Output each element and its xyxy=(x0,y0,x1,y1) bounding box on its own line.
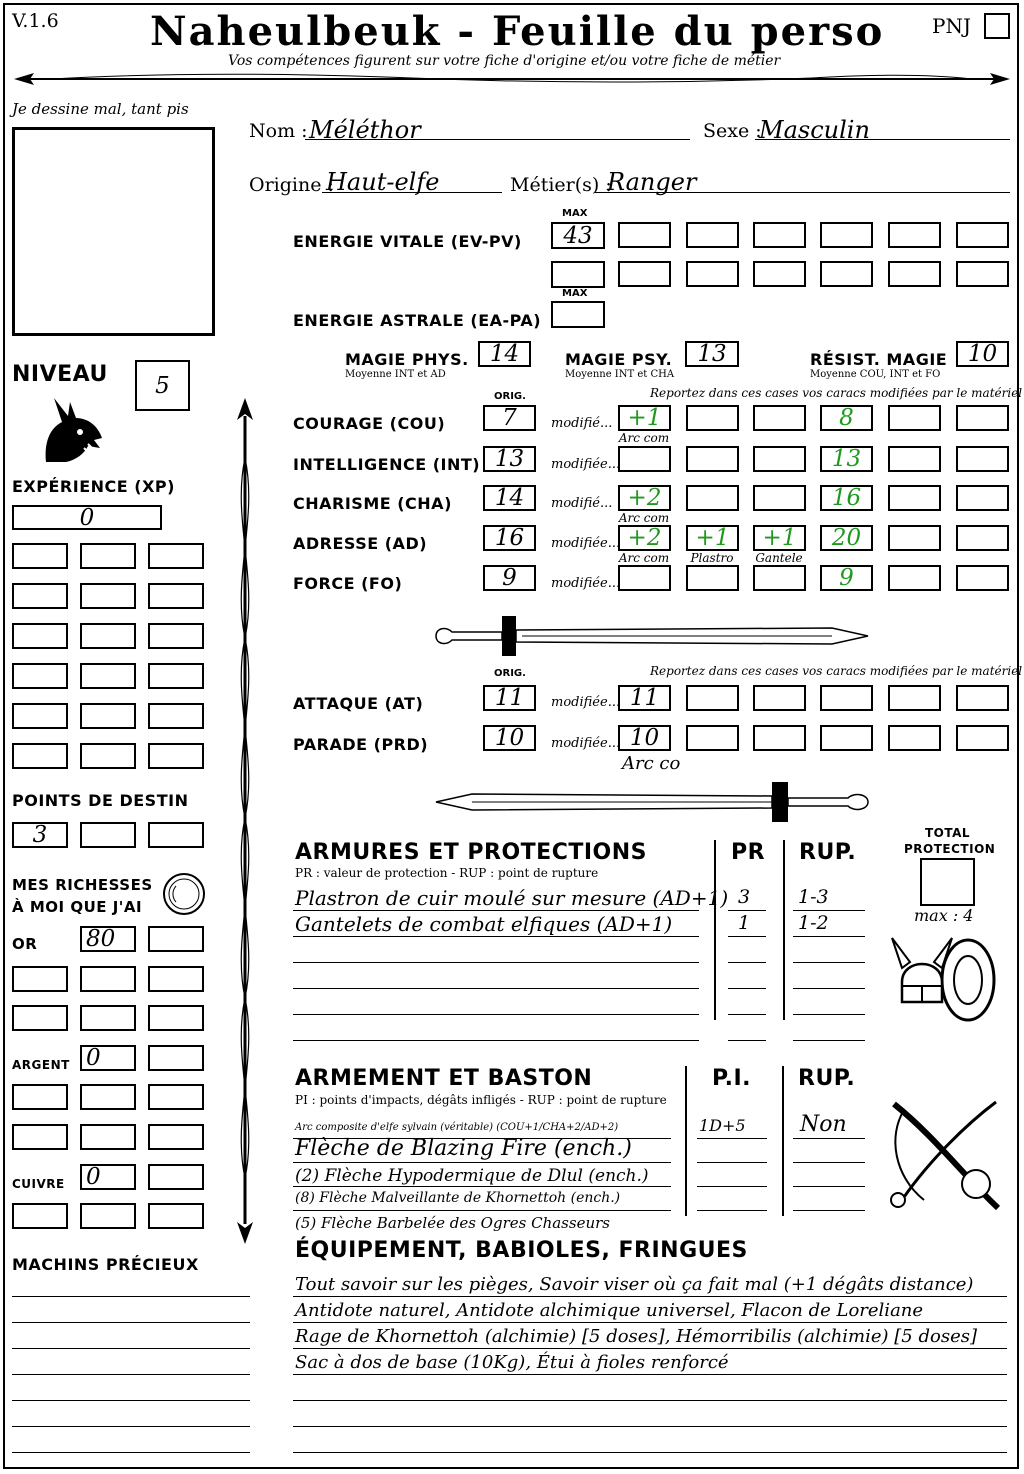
stat-cell-5-5[interactable] xyxy=(888,565,941,591)
armure-line-2[interactable] xyxy=(293,936,699,937)
equipement-line-4[interactable] xyxy=(293,1374,1007,1375)
stat-cell-3-4[interactable] xyxy=(820,485,873,511)
argent-box[interactable] xyxy=(80,1045,136,1071)
stat-note-4-2: Plastro xyxy=(690,551,734,565)
arme-name-2: Flèche de Blazing Fire (ench.) xyxy=(295,1136,632,1161)
armure-rup-line-6[interactable] xyxy=(793,1040,865,1041)
machins-label: MACHINS PRÉCIEUX xyxy=(12,1255,199,1274)
cuivre-label: CUIVRE xyxy=(12,1177,65,1191)
equipement-text-3: Rage de Khornettoh (alchimie) [5 doses], Hémorribilis (alchimie) [5 doses] xyxy=(295,1326,977,1347)
armement-legend: PI : points d'impacts, dégâts infligés - RUP : point de rupture xyxy=(295,1093,667,1107)
stat-cell-value-5-4: 9 xyxy=(839,565,854,591)
stat-cell-value-3-4: 16 xyxy=(831,485,862,511)
metier-value: Ranger xyxy=(607,168,697,196)
attaque-orig-box[interactable] xyxy=(483,685,536,711)
argent-box-4[interactable] xyxy=(80,1084,136,1110)
armure-rup-line-1[interactable] xyxy=(793,910,865,911)
nom-field[interactable] xyxy=(305,116,690,144)
attaque-label: ATTAQUE (AT) xyxy=(293,694,424,713)
spear-divider-icon xyxy=(12,70,1012,88)
stat-cell-5-4[interactable] xyxy=(820,565,873,591)
richesses-label-2: À MOI QUE J'AI xyxy=(12,898,143,916)
total-protection-label-2: PROTECTION xyxy=(904,842,996,856)
coin-icon xyxy=(162,872,206,916)
xp-value: 0 xyxy=(79,505,95,531)
stat-orig-value-1: 7 xyxy=(502,405,517,431)
niveau-value: 5 xyxy=(155,373,170,399)
stat-cell-5-2[interactable] xyxy=(686,565,739,591)
armement-divider-1 xyxy=(685,1066,687,1216)
equipement-line-3[interactable] xyxy=(293,1348,1007,1349)
xp-box-r5-c3[interactable] xyxy=(148,703,204,729)
arme-pi-line-1[interactable] xyxy=(697,1138,767,1139)
page-title: Naheulbeuk - Feuille du perso xyxy=(150,8,885,55)
armure-line-1[interactable] xyxy=(293,910,699,911)
sexe-value: Masculin xyxy=(759,116,870,144)
combat-box-r2-c2[interactable] xyxy=(686,725,739,751)
machins-line-7[interactable] xyxy=(12,1452,250,1453)
parade-label: PARADE (PRD) xyxy=(293,735,429,754)
parade-orig-box[interactable] xyxy=(483,725,536,751)
stat-cell-value-3-1: +2 xyxy=(627,485,662,511)
machins-line-2[interactable] xyxy=(12,1322,250,1323)
stat-cell-value-4-3: +1 xyxy=(762,525,797,551)
stat-orig-box-1[interactable] xyxy=(483,405,536,431)
stat-note-4-3: Gantele xyxy=(755,551,803,565)
arme-name-1: Arc composite d'elfe sylvain (véritable) (COU+1/CHA+2/AD+2) xyxy=(295,1122,619,1133)
sexe-field[interactable] xyxy=(755,116,1010,144)
or-label: OR xyxy=(12,935,38,953)
destin-box-3[interactable] xyxy=(148,822,204,848)
arme-name-5: (5) Flèche Barbelée des Ogres Chasseurs xyxy=(295,1214,610,1232)
ev-box-r1-c5[interactable] xyxy=(888,222,941,248)
xp-box-r6-c2[interactable] xyxy=(80,743,136,769)
armure-pr-line-1[interactable] xyxy=(728,910,766,911)
xp-box-r6-c3[interactable] xyxy=(148,743,204,769)
destin-box-1[interactable] xyxy=(12,822,68,848)
nom-value: Méléthor xyxy=(309,116,421,144)
attaque-mod-box[interactable] xyxy=(618,685,671,711)
niveau-label: NIVEAU xyxy=(12,362,108,387)
armures-legend: PR : valeur de protection - RUP : point de rupture xyxy=(295,866,599,880)
or-box-8[interactable] xyxy=(148,1005,204,1031)
stat-cell-value-4-1: +2 xyxy=(627,525,662,551)
destin-box-2[interactable] xyxy=(80,822,136,848)
armures-divider-1 xyxy=(714,840,716,1020)
nom-label: Nom : xyxy=(249,120,308,142)
total-protection-label-1: TOTAL xyxy=(925,826,971,840)
ev-box-r1-c6[interactable] xyxy=(956,222,1009,248)
cuivre-box[interactable] xyxy=(80,1164,136,1190)
arme-rup-line-2[interactable] xyxy=(793,1162,865,1163)
magie-phys-note: Moyenne INT et AD xyxy=(345,369,446,380)
cuivre-box-5[interactable] xyxy=(148,1203,204,1229)
ev-max-label: MAX xyxy=(562,208,588,219)
argent-box-5[interactable] xyxy=(148,1084,204,1110)
stat-cell-5-3[interactable] xyxy=(753,565,806,591)
equipement-text-4: Sac à dos de base (10Kg), Étui à fioles renforcé xyxy=(295,1352,729,1373)
stat-cell-4-2[interactable] xyxy=(686,525,739,551)
equipement-line-7[interactable] xyxy=(293,1452,1007,1453)
stat-cell-value-4-2: +1 xyxy=(695,525,730,551)
equipement-title: ÉQUIPEMENT, BABIOLES, FRINGUES xyxy=(295,1238,748,1263)
combat-box-r1-c3[interactable] xyxy=(753,685,806,711)
weapons-icon xyxy=(884,1096,1008,1214)
armement-divider-2 xyxy=(782,1066,784,1216)
stat-mod-label-4: modifiée... xyxy=(551,536,621,551)
total-protection-box[interactable] xyxy=(920,858,975,906)
magie-psy-box[interactable] xyxy=(685,341,739,367)
xp-box-r3-c3[interactable] xyxy=(148,623,204,649)
stat-cell-4-3[interactable] xyxy=(753,525,806,551)
machins-line-4[interactable] xyxy=(12,1374,250,1375)
origine-label: Origine : xyxy=(249,174,334,196)
stat-orig-value-4: 16 xyxy=(494,525,525,551)
xp-box-r1-c3[interactable] xyxy=(148,543,204,569)
stat-note-4-1: Arc com xyxy=(618,551,670,565)
stat-cell-4-5[interactable] xyxy=(888,525,941,551)
resist-magie-value: 10 xyxy=(967,341,998,367)
stat-cell-1-1[interactable] xyxy=(618,405,671,431)
ev-box-r1-c3[interactable] xyxy=(753,222,806,248)
armures-title: ARMURES ET PROTECTIONS xyxy=(295,840,647,865)
portrait-caption: Je dessine mal, tant pis xyxy=(12,100,189,118)
stat-cell-1-6[interactable] xyxy=(956,405,1009,431)
equipement-text-2: Antidote naturel, Antidote alchimique universel, Flacon de Loreliane xyxy=(295,1300,924,1321)
stat-cell-3-1[interactable] xyxy=(618,485,671,511)
stat-cell-2-5[interactable] xyxy=(888,446,941,472)
argent-box-8[interactable] xyxy=(148,1124,204,1150)
origine-field[interactable] xyxy=(322,168,502,196)
ev-box-r2-c5[interactable] xyxy=(888,261,941,287)
ev-box-r2-c4[interactable] xyxy=(820,261,873,287)
xp-box-r3-c1[interactable] xyxy=(12,623,68,649)
arme-pi-1: 1D+5 xyxy=(699,1116,746,1135)
xp-label: EXPÉRIENCE (XP) xyxy=(12,477,175,496)
argent-label: ARGENT xyxy=(12,1058,70,1072)
ea-max-box[interactable] xyxy=(551,301,605,328)
ev-box-r1-c1[interactable] xyxy=(618,222,671,248)
resist-magie-label: RÉSIST. MAGIE xyxy=(810,350,948,369)
arme-rup-line-4[interactable] xyxy=(793,1210,865,1211)
armement-rup-header: RUP. xyxy=(798,1066,856,1091)
destin-label: POINTS DE DESTIN xyxy=(12,791,189,810)
arme-line-2[interactable] xyxy=(293,1162,671,1163)
xp-box-r2-c3[interactable] xyxy=(148,583,204,609)
machins-line-5[interactable] xyxy=(12,1400,250,1401)
armure-rup-line-5[interactable] xyxy=(793,1014,865,1015)
arme-pi-line-3[interactable] xyxy=(697,1186,767,1187)
ev-box-row2[interactable] xyxy=(551,261,605,288)
stat-mod-label-1: modifié... xyxy=(551,416,613,431)
xp-box-r1-c2[interactable] xyxy=(80,543,136,569)
ev-max-value: 43 xyxy=(563,223,593,249)
ev-box-r2-c2[interactable] xyxy=(686,261,739,287)
metier-label: Métier(s) : xyxy=(510,174,612,196)
combat-box-r1-c2[interactable] xyxy=(686,685,739,711)
stat-cell-3-5[interactable] xyxy=(888,485,941,511)
armement-title: ARMEMENT ET BASTON xyxy=(295,1066,593,1091)
stat-orig-box-5[interactable] xyxy=(483,565,536,591)
stat-orig-box-2[interactable] xyxy=(483,446,536,472)
or-box-6[interactable] xyxy=(12,1005,68,1031)
equipement-line-2[interactable] xyxy=(293,1322,1007,1323)
stat-cell-value-4-4: 20 xyxy=(831,525,862,551)
stat-orig-value-2: 13 xyxy=(494,446,525,472)
xp-box-r6-c1[interactable] xyxy=(12,743,68,769)
stat-cell-5-6[interactable] xyxy=(956,565,1009,591)
combat-box-r1-c5[interactable] xyxy=(888,685,941,711)
armures-divider-2 xyxy=(783,840,785,1020)
magie-psy-value: 13 xyxy=(697,341,727,367)
stat-cell-2-6[interactable] xyxy=(956,446,1009,472)
stat-label-1: COURAGE (COU) xyxy=(293,414,446,433)
ev-box-r1-c2[interactable] xyxy=(686,222,739,248)
helmet-shield-icon xyxy=(890,928,1000,1028)
ev-box-r2-c3[interactable] xyxy=(753,261,806,287)
argent-box-3[interactable] xyxy=(12,1084,68,1110)
sword-icon xyxy=(432,612,872,660)
stat-orig-box-3[interactable] xyxy=(483,485,536,511)
pnj-label: PNJ xyxy=(932,14,971,38)
machins-line-6[interactable] xyxy=(12,1426,250,1427)
machins-line-3[interactable] xyxy=(12,1348,250,1349)
stat-cell-value-2-4: 13 xyxy=(831,446,862,472)
stat-cell-1-4[interactable] xyxy=(820,405,873,431)
stat-cell-value-1-4: 8 xyxy=(839,405,854,431)
argent-box-2[interactable] xyxy=(148,1045,204,1071)
stat-orig-value-3: 14 xyxy=(494,485,525,511)
armure-rup-line-3[interactable] xyxy=(793,962,865,963)
magie-psy-label: MAGIE PSY. xyxy=(565,350,673,369)
xp-total-box[interactable] xyxy=(12,505,162,530)
or-box-3[interactable] xyxy=(12,966,68,992)
dragon-head-icon xyxy=(40,392,106,464)
stat-cell-1-3[interactable] xyxy=(753,405,806,431)
stat-orig-value-5: 9 xyxy=(502,565,517,591)
xp-box-r5-c2[interactable] xyxy=(80,703,136,729)
destin-value: 3 xyxy=(32,822,48,848)
ev-box-r1-c4[interactable] xyxy=(820,222,873,248)
ev-box-r2-c6[interactable] xyxy=(956,261,1009,287)
armure-name-1: Plastron de cuir moulé sur mesure (AD+1) xyxy=(295,886,729,910)
armure-line-3[interactable] xyxy=(293,962,699,963)
stat-cell-value-1-1: +1 xyxy=(627,405,662,431)
arme-rup-line-1[interactable] xyxy=(793,1138,865,1139)
parade-orig-value: 10 xyxy=(494,725,525,751)
stat-cell-2-2[interactable] xyxy=(686,446,739,472)
parade-note: Arc co xyxy=(622,753,681,774)
xp-box-r4-c2[interactable] xyxy=(80,663,136,689)
arme-line-3[interactable] xyxy=(293,1186,671,1187)
or-box-2[interactable] xyxy=(148,926,204,952)
stat-cell-1-5[interactable] xyxy=(888,405,941,431)
stat-cell-1-2[interactable] xyxy=(686,405,739,431)
magie-phys-value: 14 xyxy=(489,341,520,367)
stats-orig-label: ORIG. xyxy=(494,391,526,402)
cuivre-box-4[interactable] xyxy=(80,1203,136,1229)
combat-box-r2-c4[interactable] xyxy=(820,725,873,751)
combat-box-r2-c5[interactable] xyxy=(888,725,941,751)
arme-rup-1: Non xyxy=(800,1112,847,1137)
protection-max-label: max : 4 xyxy=(914,906,974,925)
stat-cell-2-1[interactable] xyxy=(618,446,671,472)
armure-pr-1: 3 xyxy=(738,886,751,908)
ea-label: ENERGIE ASTRALE (EA-PA) xyxy=(293,311,542,330)
armure-pr-line-6[interactable] xyxy=(728,1040,766,1041)
xp-box-r4-c3[interactable] xyxy=(148,663,204,689)
page-subtitle: Vos compétences figurent sur votre fiche d'origine et/ou votre fiche de métier xyxy=(228,53,781,69)
stat-cell-3-6[interactable] xyxy=(956,485,1009,511)
or-box-4[interactable] xyxy=(80,966,136,992)
or-value: 80 xyxy=(86,926,116,952)
stat-label-4: ADRESSE (AD) xyxy=(293,534,428,553)
armure-rup-line-4[interactable] xyxy=(793,988,865,989)
stat-mod-label-2: modifiée... xyxy=(551,457,621,472)
magie-phys-label: MAGIE PHYS. xyxy=(345,350,469,369)
stat-cell-3-2[interactable] xyxy=(686,485,739,511)
armure-name-2: Gantelets de combat elfiques (AD+1) xyxy=(295,912,673,936)
attaque-mod-value: 11 xyxy=(629,685,660,711)
parade-mod-box[interactable] xyxy=(618,725,671,751)
armure-pr-line-5[interactable] xyxy=(728,1014,766,1015)
armure-rup-line-2[interactable] xyxy=(793,936,865,937)
stat-mod-label-5: modifiée... xyxy=(551,576,621,591)
stat-orig-box-4[interactable] xyxy=(483,525,536,551)
magie-phys-box[interactable] xyxy=(478,341,531,367)
vertical-spear-icon xyxy=(228,398,262,1244)
resist-magie-note: Moyenne COU, INT et FO xyxy=(810,369,941,380)
stat-cell-5-1[interactable] xyxy=(618,565,671,591)
equipement-line-1[interactable] xyxy=(293,1296,1007,1297)
armement-pi-header: P.I. xyxy=(712,1066,751,1091)
armure-pr-2: 1 xyxy=(738,912,751,934)
equipement-text-1: Tout savoir sur les pièges, Savoir viser où ça fait mal (+1 dégâts distance) xyxy=(295,1274,974,1295)
metier-field[interactable] xyxy=(595,168,1010,196)
sexe-label: Sexe : xyxy=(703,120,762,142)
xp-box-r5-c1[interactable] xyxy=(12,703,68,729)
armures-pr-header: PR xyxy=(731,840,766,865)
armure-line-4[interactable] xyxy=(293,988,699,989)
portrait-box[interactable] xyxy=(12,127,215,336)
attaque-orig-value: 11 xyxy=(494,685,525,711)
cuivre-value: 0 xyxy=(86,1164,101,1190)
or-box-7[interactable] xyxy=(80,1005,136,1031)
armure-pr-line-4[interactable] xyxy=(728,988,766,989)
combat-report-note: Reportez dans ces cases vos caracs modifiées par le matériel xyxy=(650,664,1023,678)
xp-box-r4-c1[interactable] xyxy=(12,663,68,689)
armure-line-6[interactable] xyxy=(293,1040,699,1041)
xp-box-r2-c1[interactable] xyxy=(12,583,68,609)
stat-cell-4-4[interactable] xyxy=(820,525,873,551)
arme-pi-line-4[interactable] xyxy=(697,1210,767,1211)
arme-name-4: (8) Flèche Malveillante de Khornettoh (ench.) xyxy=(295,1190,621,1206)
version-label: V.1.6 xyxy=(12,10,59,32)
stat-cell-2-3[interactable] xyxy=(753,446,806,472)
combat-box-r1-c6[interactable] xyxy=(956,685,1009,711)
niveau-box[interactable] xyxy=(135,360,190,411)
arme-rup-line-3[interactable] xyxy=(793,1186,865,1187)
parade-mod-label: modifiée... xyxy=(551,736,621,751)
armure-pr-line-2[interactable] xyxy=(728,936,766,937)
argent-value: 0 xyxy=(86,1045,101,1071)
combat-box-r2-c3[interactable] xyxy=(753,725,806,751)
stat-label-2: INTELLIGENCE (INT) xyxy=(293,455,481,474)
attaque-mod-label: modifiée... xyxy=(551,695,621,710)
armure-line-5[interactable] xyxy=(293,1014,699,1015)
argent-box-6[interactable] xyxy=(12,1124,68,1150)
magie-psy-note: Moyenne INT et CHA xyxy=(565,369,675,380)
sword-icon-2 xyxy=(432,778,872,826)
combat-box-r2-c6[interactable] xyxy=(956,725,1009,751)
combat-orig-label: ORIG. xyxy=(494,668,526,679)
equipement-line-6[interactable] xyxy=(293,1426,1007,1427)
pnj-checkbox[interactable] xyxy=(984,13,1010,39)
stat-note-3-1: Arc com xyxy=(618,511,670,525)
stat-cell-4-6[interactable] xyxy=(956,525,1009,551)
ea-max-label: MAX xyxy=(562,288,588,299)
arme-pi-line-2[interactable] xyxy=(697,1162,767,1163)
xp-box-r1-c1[interactable] xyxy=(12,543,68,569)
resist-magie-box[interactable] xyxy=(956,341,1009,367)
ev-max-box[interactable] xyxy=(551,222,605,249)
armure-rup-1: 1-3 xyxy=(798,886,829,908)
or-box-5[interactable] xyxy=(148,966,204,992)
argent-box-7[interactable] xyxy=(80,1124,136,1150)
stat-note-1-1: Arc com xyxy=(618,431,670,445)
stat-cell-3-3[interactable] xyxy=(753,485,806,511)
stats-report-note: Reportez dans ces cases vos caracs modifiées par le matériel xyxy=(650,386,1023,400)
arme-line-4[interactable] xyxy=(293,1210,671,1211)
parade-mod-value: 10 xyxy=(629,725,660,751)
xp-box-r3-c2[interactable] xyxy=(80,623,136,649)
stat-cell-4-1[interactable] xyxy=(618,525,671,551)
or-box[interactable] xyxy=(80,926,136,952)
armures-rup-header: RUP. xyxy=(799,840,857,865)
stat-cell-2-4[interactable] xyxy=(820,446,873,472)
stat-mod-label-3: modifié... xyxy=(551,496,613,511)
ev-label: ENERGIE VITALE (EV-PV) xyxy=(293,232,522,251)
cuivre-box-2[interactable] xyxy=(148,1164,204,1190)
equipement-line-5[interactable] xyxy=(293,1400,1007,1401)
ev-box-r2-c1[interactable] xyxy=(618,261,671,287)
stat-label-5: FORCE (FO) xyxy=(293,574,403,593)
richesses-label-1: MES RICHESSES xyxy=(12,876,153,894)
origine-value: Haut-elfe xyxy=(326,168,440,196)
stat-label-3: CHARISME (CHA) xyxy=(293,494,452,513)
machins-line-1[interactable] xyxy=(12,1296,250,1297)
armure-pr-line-3[interactable] xyxy=(728,962,766,963)
combat-box-r1-c4[interactable] xyxy=(820,685,873,711)
cuivre-box-3[interactable] xyxy=(12,1203,68,1229)
armure-rup-2: 1-2 xyxy=(798,912,829,934)
xp-box-r2-c2[interactable] xyxy=(80,583,136,609)
arme-name-3: (2) Flèche Hypodermique de Dlul (ench.) xyxy=(295,1166,649,1186)
